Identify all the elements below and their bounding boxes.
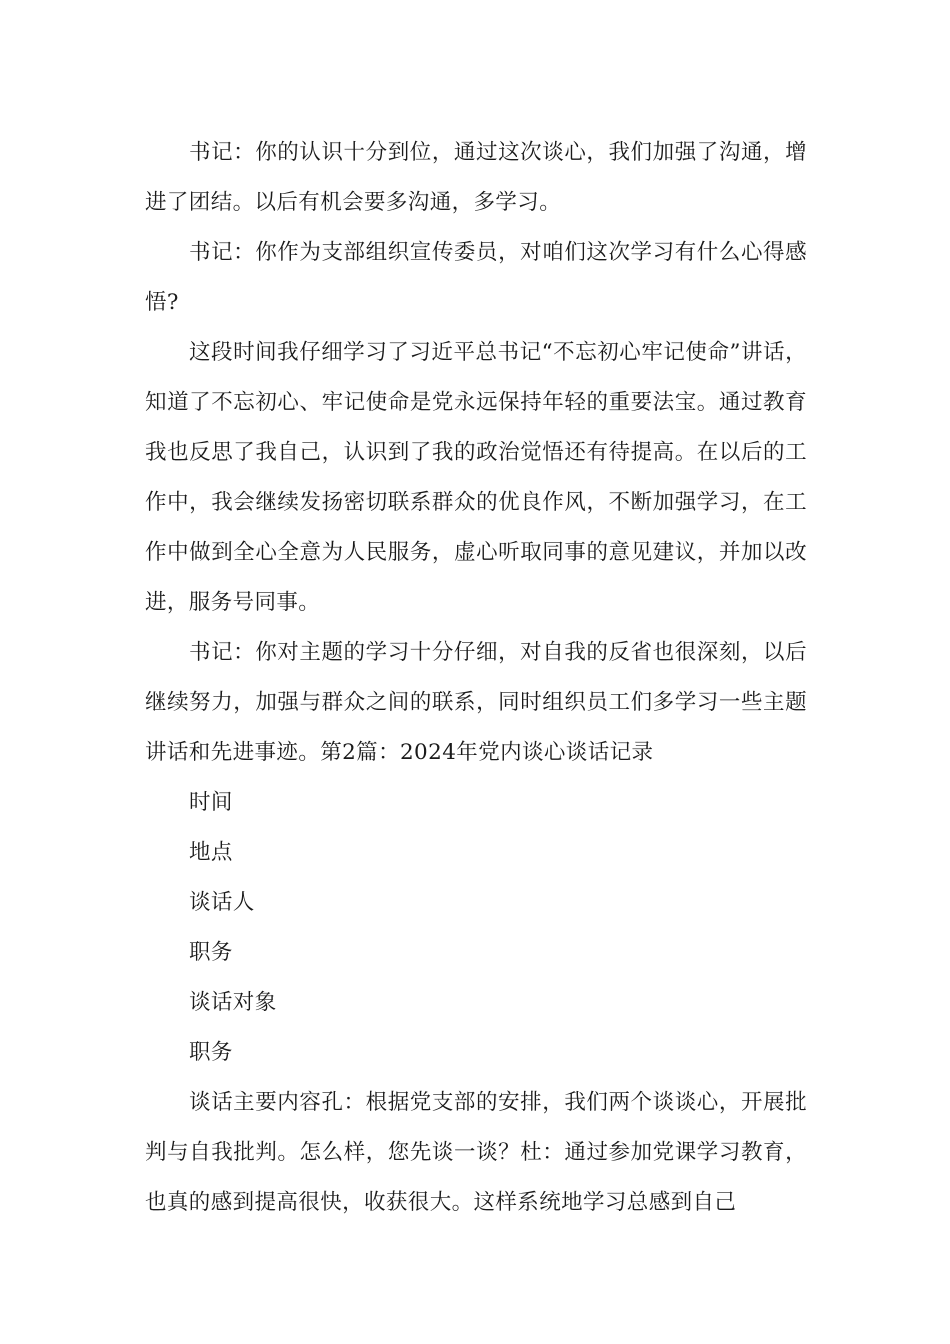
- paragraph-conversation-content: 谈话主要内容孔：根据党支部的安排，我们两个谈谈心，开展批判与自我批判。怎么样，您先谈一谈？杜：通过参加党课学习教育，也真的感到提高很快，收获很大。这样系统地学习总感到自己: [145, 1090, 807, 1215]
- field-label-interviewer: 谈话人: [189, 890, 255, 915]
- paragraph-study-reflection: 这段时间我仔细学习了习近平总书记“不忘初心牢记使命”讲话，知道了不忘初心、牢记使命是党永远保持年轻的重要法宝。通过教育我也反思了我自己，认识到了我的政治觉悟还有待提高。在以后的工作中，我会继续发扬密切联系群众的优良作风，不断加强学习，在工作中做到全心全意为人民服务，虚心听取同事的意见建议，并加以改进，服务号同事。: [145, 340, 807, 615]
- field-label-interviewee-position: 职务: [189, 1040, 233, 1065]
- field-label-time: 时间: [189, 790, 233, 815]
- paragraph-secretary-feedback: 书记：你的认识十分到位，通过这次谈心，我们加强了沟通，增进了团结。以后有机会要多沟通，多学习。: [145, 140, 807, 215]
- paragraph-secretary-question: 书记：你作为支部组织宣传委员，对咱们这次学习有什么心得感悟?: [145, 240, 807, 315]
- field-label-interviewee: 谈话对象: [189, 990, 277, 1015]
- field-label-interviewer-position: 职务: [189, 940, 233, 965]
- field-label-location: 地点: [189, 840, 233, 865]
- paragraph-secretary-summary: 书记：你对主题的学习十分仔细，对自我的反省也很深刻，以后继续努力，加强与群众之间的联系，同时组织员工们多学习一些主题讲话和先进事迹。第2篇：2024年党内谈心谈话记录: [145, 640, 807, 765]
- document-body: [145, 128, 807, 1228]
